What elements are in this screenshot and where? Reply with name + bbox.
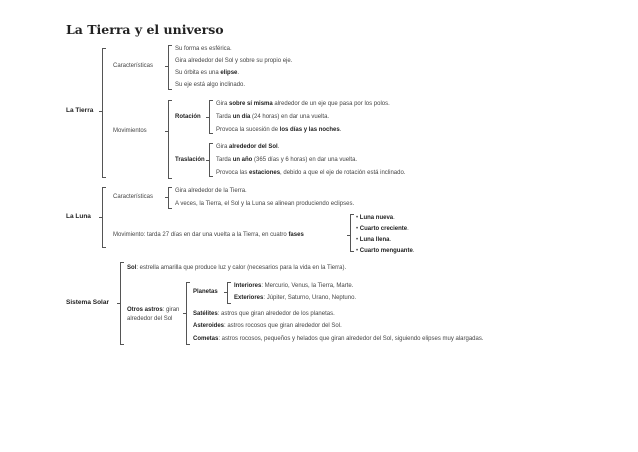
page-title: La Tierra y el universo [66, 22, 224, 37]
otros-astros-label: Otros astros: giran [127, 307, 180, 313]
fases-tick [347, 235, 350, 236]
planetas-label: Planetas [193, 289, 218, 295]
otros-item: Cometas: astros rocosos, pequeños y helados que giran alrededor del Sol, siguiendo elipses muy alargadas. [193, 336, 484, 342]
planetas-item: Exteriores: Júpiter, Saturno, Urano, Neptuno. [234, 295, 357, 301]
tierra-label: La Tierra [66, 107, 94, 114]
luna-movimiento: Movimiento: tarda 27 días en dar una vuelta a la Tierra, en cuatro fases [113, 232, 304, 238]
tierra-caracteristicas-tick [165, 66, 168, 67]
rotacion-bracket [209, 100, 213, 134]
traslacion-tick [206, 160, 209, 161]
planetas-bracket [227, 282, 231, 304]
tierra-movimientos-bracket [168, 100, 172, 179]
fase-item: • Luna nueva. [356, 215, 395, 221]
traslacion-item: Gira alrededor del Sol. [216, 144, 280, 150]
traslacion-item: Tarda un año (365 días y 6 horas) en dar una vuelta. [216, 157, 358, 163]
tierra-caract-item: Su eje está algo inclinado. [175, 82, 246, 88]
tierra-caract-item: Su forma es esférica. [175, 46, 232, 52]
tierra-caract-item: Su órbita es una elipse. [175, 70, 240, 76]
rotacion-item: Gira sobre sí misma alrededor de un eje que pasa por los polos. [216, 101, 390, 107]
tierra-caracteristicas-bracket [168, 45, 172, 90]
tierra-caracteristicas-label: Características [113, 63, 154, 69]
tierra-movimientos-label: Movimientos [113, 128, 147, 134]
tierra-bracket [102, 48, 106, 178]
rotacion-item: Provoca la sucesión de los días y las noches. [216, 127, 342, 133]
fase-item: • Luna llena. [356, 237, 392, 243]
rotacion-item: Tarda un día (24 horas) en dar una vuelta. [216, 114, 330, 120]
luna-caracteristicas-tick [165, 197, 168, 198]
rotacion-label: Rotación [175, 114, 201, 120]
otros-astros-label-line2: alrededor del Sol [127, 316, 173, 322]
traslacion-bracket [209, 143, 213, 177]
tierra-caract-item: Gira alrededor del Sol y sobre su propio eje. [175, 58, 293, 64]
luna-bracket-tick [99, 217, 102, 218]
traslacion-item: Provoca las estaciones, debido a que el eje de rotación está inclinado. [216, 170, 406, 176]
sol-item: Sol: estrella amarilla que produce luz y calor (necesarios para la vida en la Tierra). [127, 265, 347, 271]
planetas-item: Interiores: Mercurio, Venus, la Tierra, Marte. [234, 283, 354, 289]
luna-caracteristicas-bracket [168, 187, 172, 209]
otros-item: Asteroides: astros rocosos que giran alrededor del Sol. [193, 323, 342, 329]
fases-bracket [350, 214, 354, 252]
traslacion-label: Traslación [175, 157, 205, 163]
tierra-bracket-tick [99, 111, 102, 112]
rotacion-tick [206, 117, 209, 118]
otros-item: Satélites: astros que giran alrededor de los planetas. [193, 311, 335, 317]
fase-item: • Cuarto creciente. [356, 226, 409, 232]
luna-caract-item: Gira alrededor de la Tierra. [175, 188, 247, 194]
tierra-movimientos-tick [165, 131, 168, 132]
sistema-solar-label: Sistema Solar [66, 299, 109, 306]
luna-caract-item: A veces, la Tierra, el Sol y la Luna se alinean produciendo eclipses. [175, 201, 355, 207]
luna-bracket [102, 187, 106, 248]
sistema-bracket-tick [117, 303, 120, 304]
sistema-bracket [120, 262, 124, 345]
otros-tick [183, 313, 186, 314]
planetas-tick [224, 292, 227, 293]
luna-caracteristicas-label: Características [113, 194, 154, 200]
otros-bracket [186, 282, 190, 345]
luna-label: La Luna [66, 213, 91, 220]
fase-item: • Cuarto menguante. [356, 248, 415, 254]
